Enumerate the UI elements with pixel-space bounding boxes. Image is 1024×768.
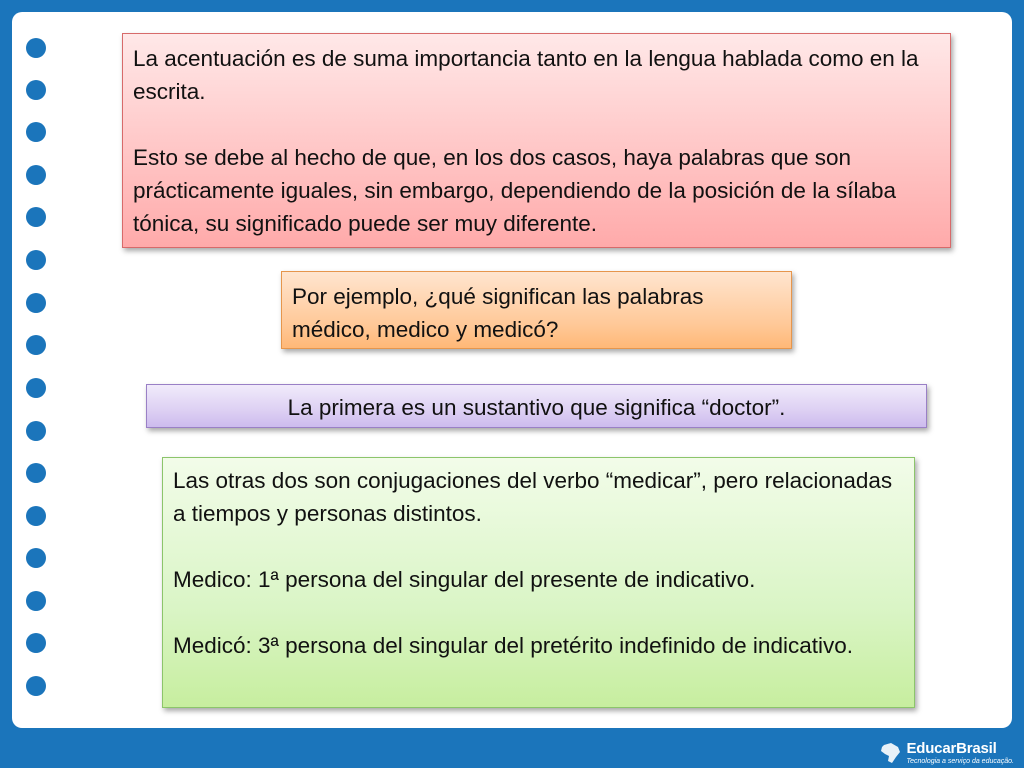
binder-hole xyxy=(26,335,46,355)
conjugation-box xyxy=(162,457,915,708)
binder-hole xyxy=(26,633,46,653)
intro-text-box xyxy=(122,33,951,248)
binder-hole xyxy=(26,165,46,185)
binder-hole xyxy=(26,548,46,568)
binder-hole xyxy=(26,506,46,526)
brand-tagline: Tecnologia a serviço da educação. xyxy=(906,758,1014,765)
intro-paragraph-1: La acentuación es de suma importancia tanto en la lengua hablada como en la escrita. xyxy=(133,46,919,104)
first-word-box xyxy=(146,384,927,428)
binder-hole xyxy=(26,463,46,483)
binder-hole xyxy=(26,122,46,142)
binder-hole xyxy=(26,80,46,100)
example-question-text: Por ejemplo, ¿qué significan las palabras médico, medico y medicó? xyxy=(292,284,704,342)
binder-hole xyxy=(26,421,46,441)
intro-paragraph-2: Esto se debe al hecho de que, en los dos casos, haya palabras que son prácticamente iguales, sin embargo, dependiendo de la posición de la sílaba tónica, su significado puede ser muy diferente. xyxy=(133,145,897,236)
conjugation-paragraph-2: Medico: 1ª persona del singular del presente de indicativo. xyxy=(173,567,756,592)
conjugation-paragraph-1: Las otras dos son conjugaciones del verbo “medicar”, pero relacionadas a tiempos y personas distintos. xyxy=(173,468,893,526)
brazil-map-icon xyxy=(878,741,902,765)
binder-hole xyxy=(26,38,46,58)
binder-hole xyxy=(26,676,46,696)
binder-hole xyxy=(26,293,46,313)
first-word-text: La primera es un sustantivo que significa “doctor”. xyxy=(287,395,786,420)
brand-name: EducarBrasil xyxy=(906,740,997,757)
example-question-box xyxy=(281,271,792,349)
binder-hole xyxy=(26,378,46,398)
binder-hole xyxy=(26,207,46,227)
conjugation-paragraph-3: Medicó: 3ª persona del singular del pretérito indefinido de indicativo. xyxy=(173,633,853,658)
binder-hole xyxy=(26,591,46,611)
binder-hole xyxy=(26,250,46,270)
educarbrasil-logo xyxy=(878,741,1014,765)
